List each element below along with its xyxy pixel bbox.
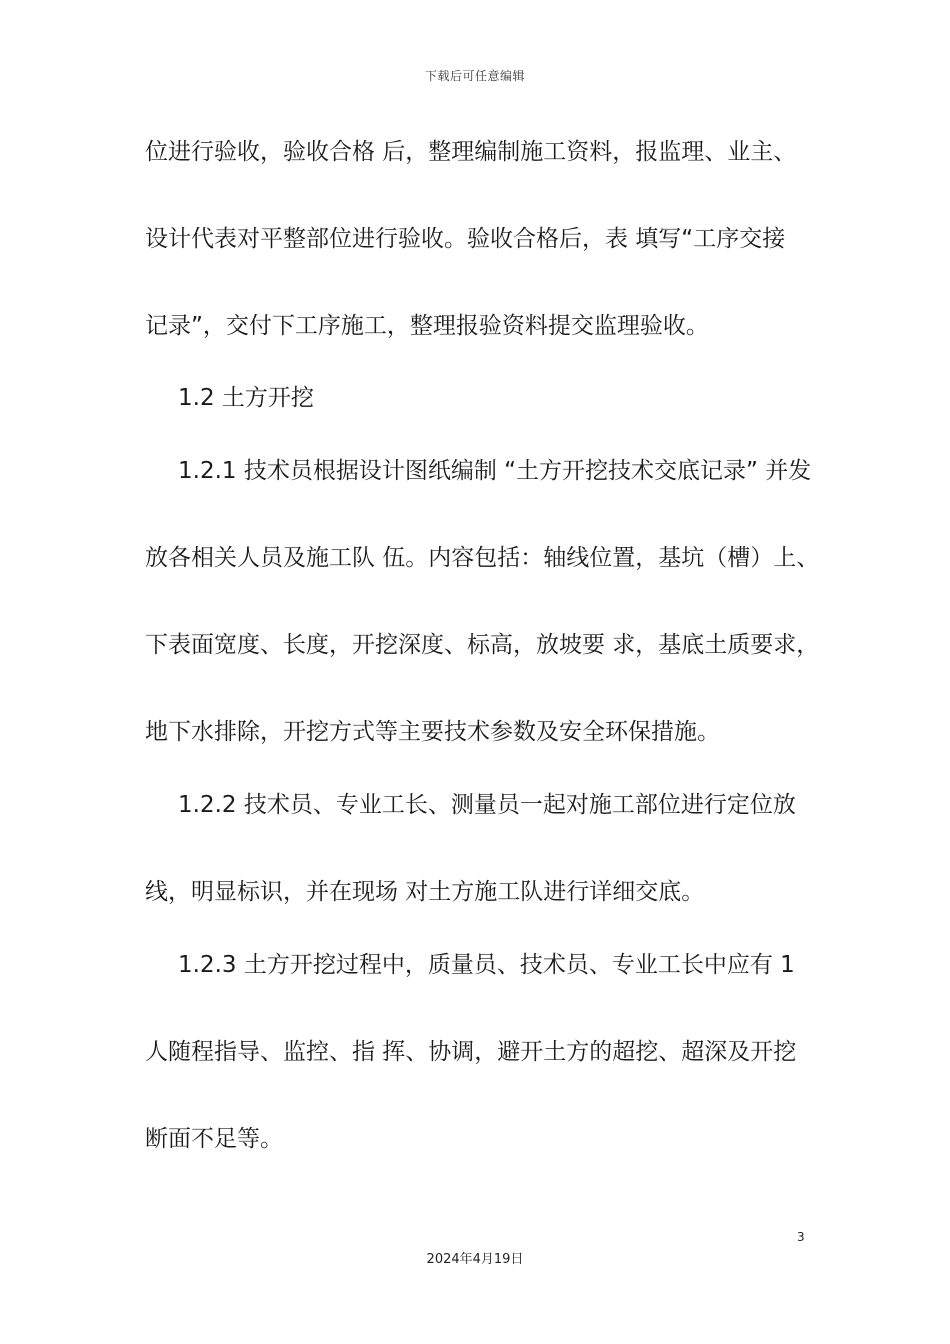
body-text-line: 记录”，交付下工序施工，整理报验资料提交监理验收。 bbox=[145, 313, 709, 339]
body-text-line: 断面不足等。 bbox=[145, 1126, 283, 1152]
body-text-line: 位进行验收，验收合格 后，整理编制施工资料，报监理、业主、 bbox=[145, 139, 797, 165]
body-text-line: 线，明显标识，并在现场 对土方施工队进行详细交底。 bbox=[145, 879, 705, 905]
body-text-line: 地下水排除，开挖方式等主要技术参数及安全环保措施。 bbox=[145, 719, 720, 745]
header-note: 下载后可任意编辑 bbox=[424, 69, 525, 83]
body-text-line: 放各相关人员及施工队 伍。内容包括：轴线位置，基坑（槽）上、 bbox=[145, 545, 820, 571]
body-text-line: 设计代表对平整部位进行验收。验收合格后，表 填写“工序交接 bbox=[145, 226, 786, 252]
section-heading: 1.2 土方开挖 bbox=[178, 385, 314, 411]
body-text-line: 1.2.1 技术员根据设计图纸编制 “土方开挖技术交底记录” 并发 bbox=[178, 458, 812, 484]
body-text-line: 1.2.3 土方开挖过程中，质量员、技术员、专业工长中应有 1 bbox=[178, 952, 795, 978]
body-text-line: 1.2.2 技术员、专业工长、测量员一起对施工部位进行定位放 bbox=[178, 792, 796, 818]
body-text-line: 下表面宽度、长度，开挖深度、标高，放坡要 求，基底土质要求， bbox=[145, 632, 820, 658]
footer-date: 2024年4月19日 bbox=[426, 1252, 524, 1267]
body-text-line: 人随程指导、监控、指 挥、协调，避开土方的超挖、超深及开挖 bbox=[145, 1039, 797, 1065]
page-number: 3 bbox=[797, 1230, 805, 1244]
